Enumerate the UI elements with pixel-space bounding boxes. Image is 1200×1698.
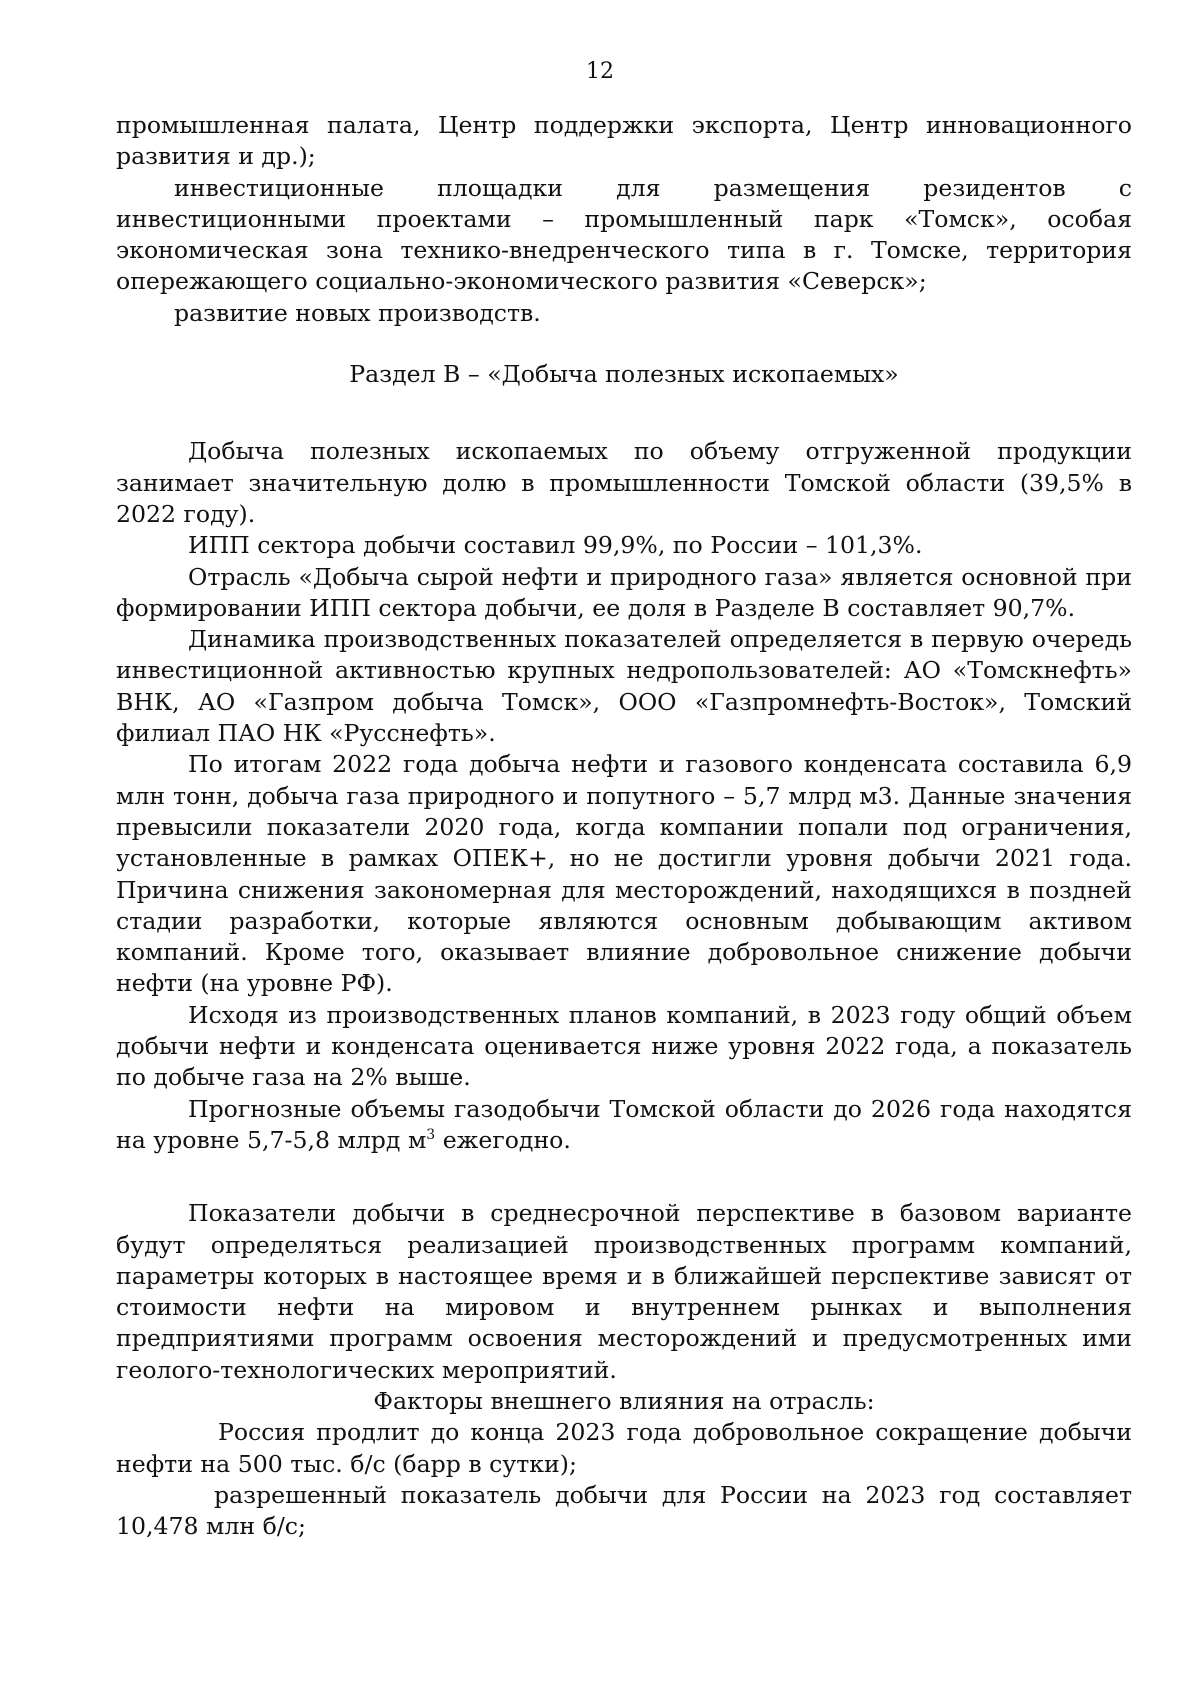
document-body	[116, 110, 1132, 1542]
paragraph: По итогам 2022 года добыча нефти и газового конденсата составила 6,9 млн тонн, добыча газа природного и попутного – 5,7 млрд м3. Данные значения превысили показатели 2020 года, когда компании попали под ограничения, установленные в рамках ОПЕК+, но не достигли уровня добычи 2021 года. Причина снижения закономерная для месторождений, находящихся в поздней стадии разработки, которые являются основным добывающим активом компаний. Кроме того, оказывает влияние добровольное снижение добычи нефти (на уровне РФ).	[116, 750, 1132, 998]
paragraph: ИПП сектора добычи составил 99,9%, по России – 101,3%.	[188, 531, 923, 560]
text-run: Прогнозные объемы газодобычи Томской области до 2026 года находятся на уровне 5,7-5,8 млрд м	[116, 1094, 1132, 1154]
section-heading: Раздел В – «Добыча полезных ископаемых»	[349, 360, 899, 389]
paragraph: промышленная палата, Центр поддержки экспорта, Центр инновационного развития и др.);	[116, 111, 1132, 171]
paragraph: Добыча полезных ископаемых по объему отгруженной продукции занимает значительную долю в промышленности Томской области (39,5% в 2022 году).	[116, 437, 1132, 528]
paragraph: Динамика производственных показателей определяется в первую очередь инвестиционной активностью крупных недропользователей: АО «Томскнефть» ВНК, АО «Газпром добыча Томск», ООО «Газпромнефть-Восток», Томский филиал ПАО НК «Русснефть».	[116, 625, 1132, 748]
paragraph: Исходя из производственных планов компаний, в 2023 году общий объем добычи нефти и конденсата оценивается ниже уровня 2022 года, а показатель по добыче газа на 2% выше.	[116, 1000, 1132, 1092]
text-run: ежегодно.	[435, 1125, 571, 1154]
superscript: 3	[426, 1127, 436, 1144]
paragraph: развитие новых производств.	[174, 298, 541, 327]
subheading: Факторы внешнего влияния на отрасль:	[373, 1386, 875, 1415]
paragraph	[116, 1094, 1132, 1157]
page-number: 12	[586, 59, 614, 84]
list-item: разрешенный показатель добычи для России на 2023 год составляет 10,478 млн б/с;	[116, 1480, 1132, 1541]
paragraph: Показатели добычи в среднесрочной перспективе в базовом варианте будут определяться реализацией производственных программ компаний, параметры которых в настоящее время и в ближайшей перспективе зависят от стоимости нефти на мировом и внутреннем рынках и выполнения предприятиями программ освоения месторождений и предусмотренных ими геолого-технологических мероприятий.	[116, 1199, 1132, 1384]
list-item: Россия продлит до конца 2023 года добровольное сокращение добычи нефти на 500 тыс. б/с (барр в сутки);	[116, 1418, 1132, 1478]
paragraph: инвестиционные площадки для размещения резидентов с инвестиционными проектами – промышленный парк «Томск», особая экономическая зона технико-внедренческого типа в г. Томске, территория опережающего социально-экономического развития «Северск»;	[116, 173, 1132, 296]
paragraph: Отрасль «Добыча сырой нефти и природного газа» является основной при формировании ИПП сектора добычи, ее доля в Разделе В составляет 90,7%.	[116, 562, 1132, 622]
